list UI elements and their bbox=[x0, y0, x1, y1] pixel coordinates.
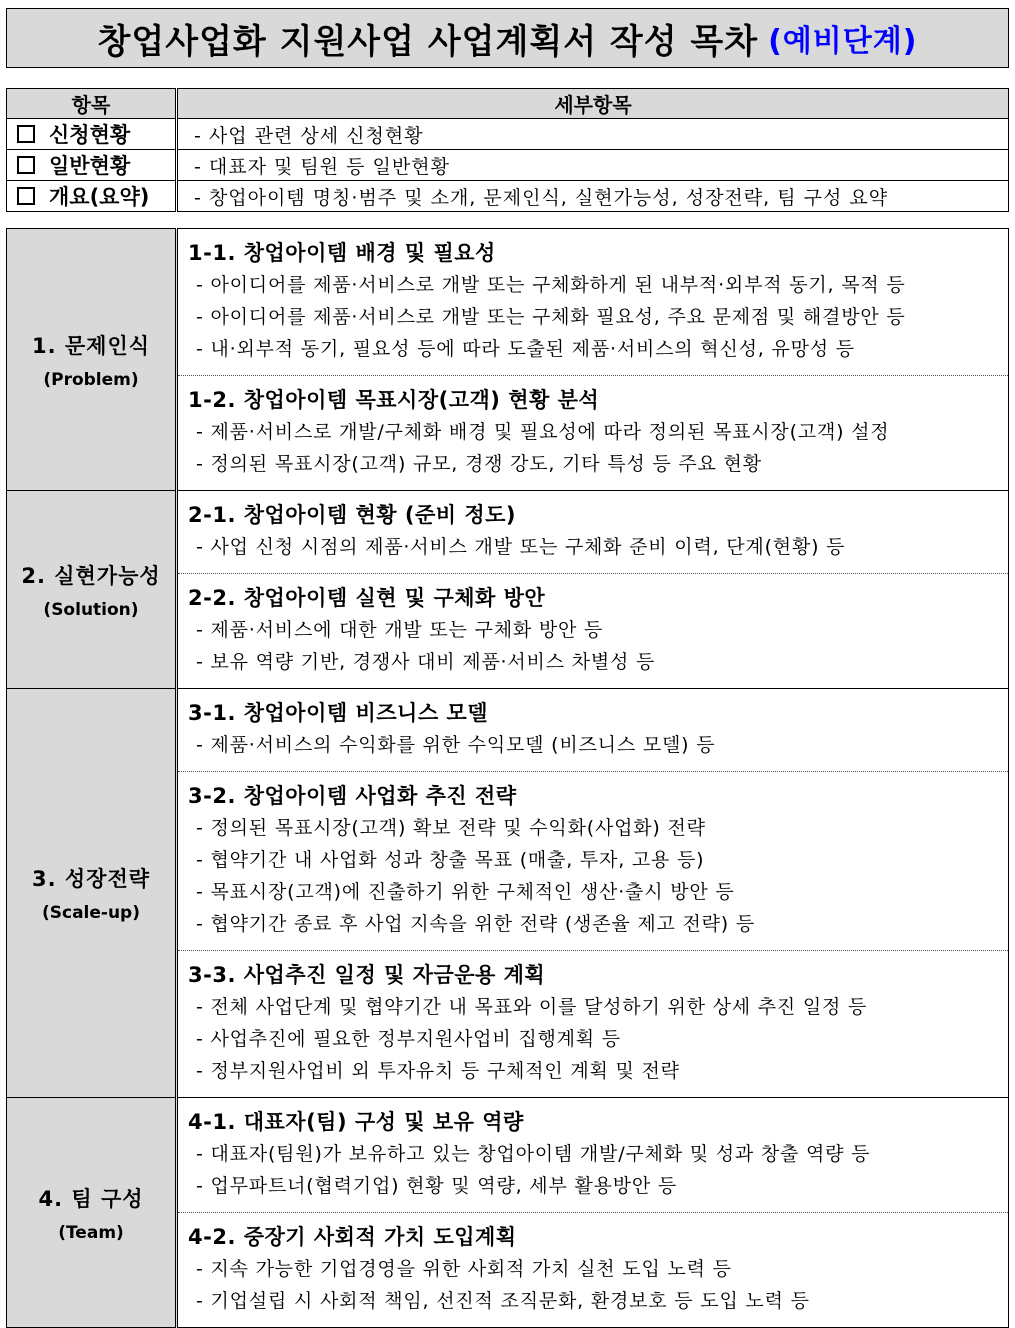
summary-label: 신청현황 bbox=[49, 123, 131, 147]
subsection bbox=[178, 1098, 1008, 1213]
list-item: - 아이디어를 제품·서비스로 개발 또는 구체화하게 된 내부적·외부적 동기, 목적 등 bbox=[188, 269, 998, 301]
list-item: - 제품·서비스로 개발/구체화 배경 및 필요성에 따라 정의된 목표시장(고객) 설정 bbox=[188, 416, 998, 448]
summary-label: 개요(요약) bbox=[49, 185, 150, 209]
subsection-title: 3-1. 창업아이템 비즈니스 모델 bbox=[188, 701, 488, 725]
summary-header-row bbox=[7, 89, 1009, 119]
subsection bbox=[178, 689, 1008, 772]
summary-label: 일반현황 bbox=[49, 154, 131, 178]
list-item: - 제품·서비스에 대한 개발 또는 구체화 방안 등 bbox=[188, 614, 998, 646]
list-item: - 사업 신청 시점의 제품·서비스 개발 또는 구체화 준비 이력, 단계(현황) 등 bbox=[188, 531, 998, 563]
list-item: - 기업설립 시 사회적 책임, 선진적 조직문화, 환경보호 등 도입 노력 등 bbox=[188, 1285, 998, 1317]
list-item: - 정부지원사업비 외 투자유치 등 구체적인 계획 및 전략 bbox=[188, 1055, 998, 1087]
subsection-title: 2-1. 창업아이템 현황 (준비 정도) bbox=[188, 503, 517, 527]
section-category bbox=[7, 491, 177, 689]
section-title: 2. 실현가능성 bbox=[21, 563, 161, 588]
list-item: - 내·외부적 동기, 필요성 등에 따라 도출된 제품·서비스의 혁신성, 유망성 등 bbox=[188, 333, 998, 365]
section-en: (Problem) bbox=[43, 369, 139, 390]
section-en: (Scale-up) bbox=[41, 903, 140, 923]
list-item: - 대표자(팀원)가 보유하고 있는 창업아이템 개발/구체화 및 성과 창출 역량 등 bbox=[188, 1138, 998, 1170]
header-item: 항목 bbox=[7, 89, 177, 119]
list-item: - 아이디어를 제품·서비스로 개발 또는 구체화 필요성, 주요 문제점 및 해결방안 등 bbox=[188, 301, 998, 333]
subsection bbox=[178, 772, 1008, 951]
section-row bbox=[7, 229, 1009, 491]
section-en: (Team) bbox=[58, 1222, 124, 1243]
list-item: - 지속 가능한 기업경영을 위한 사회적 가치 실천 도입 노력 등 bbox=[188, 1253, 998, 1285]
header-detail: 세부항목 bbox=[177, 89, 1009, 119]
checkbox[interactable] bbox=[17, 125, 35, 143]
subsection bbox=[178, 574, 1008, 688]
subsection bbox=[178, 951, 1008, 1097]
subsection bbox=[178, 1213, 1008, 1327]
title-stage: (예비단계) bbox=[768, 24, 918, 59]
summary-detail: - 창업아이템 명칭·범주 및 소개, 문제인식, 실현가능성, 성장전략, 팀 구성 요약 bbox=[177, 181, 1009, 212]
document-title bbox=[6, 8, 1009, 68]
checkbox[interactable] bbox=[17, 156, 35, 174]
subsection-title: 3-3. 사업추진 일정 및 자금운용 계획 bbox=[188, 963, 546, 987]
subsection-title: 4-1. 대표자(팀) 구성 및 보유 역량 bbox=[188, 1110, 524, 1134]
section-title: 1. 문제인식 bbox=[31, 333, 151, 358]
summary-row bbox=[7, 150, 1009, 181]
summary-row bbox=[7, 181, 1009, 212]
subsection-title: 1-2. 창업아이템 목표시장(고객) 현황 분석 bbox=[188, 388, 600, 412]
summary-detail: - 사업 관련 상세 신청현황 bbox=[177, 119, 1009, 150]
subsection bbox=[178, 376, 1008, 490]
subsection-title: 1-1. 창업아이템 배경 및 필요성 bbox=[188, 241, 496, 265]
subsection bbox=[178, 491, 1008, 574]
list-item: - 보유 역량 기반, 경쟁사 대비 제품·서비스 차별성 등 bbox=[188, 646, 998, 678]
contents-table bbox=[6, 228, 1009, 1328]
subsection-title: 3-2. 창업아이템 사업화 추진 전략 bbox=[188, 784, 517, 808]
summary-table bbox=[6, 88, 1009, 212]
subsection-title: 4-2. 중장기 사회적 가치 도입계획 bbox=[188, 1225, 517, 1249]
title-main: 창업사업화 지원사업 사업계획서 작성 목차 bbox=[97, 21, 759, 62]
list-item: - 목표시장(고객)에 진출하기 위한 구체적인 생산·출시 방안 등 bbox=[188, 876, 998, 908]
list-item: - 전체 사업단계 및 협약기간 내 목표와 이를 달성하기 위한 상세 추진 일정 등 bbox=[188, 991, 998, 1023]
list-item: - 협약기간 내 사업화 성과 창출 목표 (매출, 투자, 고용 등) bbox=[188, 844, 998, 876]
list-item: - 업무파트너(협력기업) 현황 및 역량, 세부 활용방안 등 bbox=[188, 1170, 998, 1202]
section-row bbox=[7, 689, 1009, 1098]
list-item: - 사업추진에 필요한 정부지원사업비 집행계획 등 bbox=[188, 1023, 998, 1055]
subsection-title: 2-2. 창업아이템 실현 및 구체화 방안 bbox=[188, 586, 546, 610]
section-title: 4. 팀 구성 bbox=[38, 1186, 144, 1211]
section-title: 3. 성장전략 bbox=[31, 867, 151, 891]
summary-row bbox=[7, 119, 1009, 150]
section-row bbox=[7, 491, 1009, 689]
section-row bbox=[7, 1098, 1009, 1328]
list-item: - 제품·서비스의 수익화를 위한 수익모델 (비즈니스 모델) 등 bbox=[188, 729, 998, 761]
section-en: (Solution) bbox=[43, 599, 139, 620]
list-item: - 정의된 목표시장(고객) 확보 전략 및 수익화(사업화) 전략 bbox=[188, 812, 998, 844]
subsection bbox=[178, 229, 1008, 376]
list-item: - 정의된 목표시장(고객) 규모, 경쟁 강도, 기타 특성 등 주요 현황 bbox=[188, 448, 998, 480]
list-item: - 협약기간 종료 후 사업 지속을 위한 전략 (생존율 제고 전략) 등 bbox=[188, 908, 998, 940]
checkbox[interactable] bbox=[17, 187, 35, 205]
section-category bbox=[7, 229, 177, 491]
section-category bbox=[7, 689, 177, 1098]
section-category bbox=[7, 1098, 177, 1328]
summary-detail: - 대표자 및 팀원 등 일반현황 bbox=[177, 150, 1009, 181]
